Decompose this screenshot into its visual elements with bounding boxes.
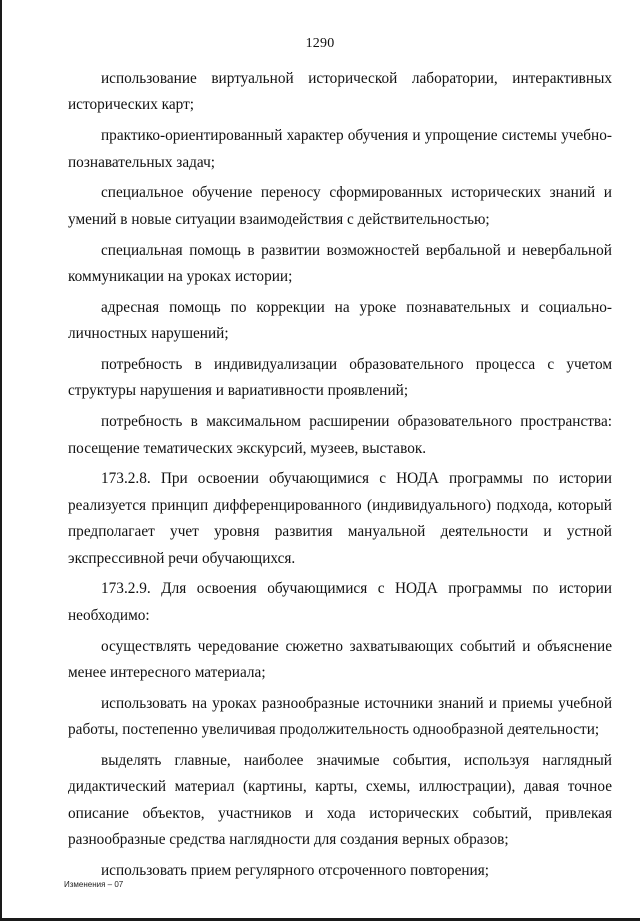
paragraph-4: специальная помощь в развитии возможностей вербальной и невербальной коммуникации на уроках истории; [68, 241, 612, 286]
paragraph-1: использование виртуальной исторической лаборатории, интерактивных исторических карт; [68, 70, 612, 114]
footer-revision-note: Изменения – 07 [64, 880, 124, 889]
page-number: 1290 [305, 36, 335, 51]
paragraph-7: потребность в максимальном расширении образовательного пространства: посещение тематических экскурсий, музеев, выставок. [68, 413, 612, 457]
paragraph-2: практико-ориентированный характер обучения и упрощение системы учебно-познавательных задач; [68, 127, 612, 171]
paragraph-8: 173.2.8. При освоении обучающимися с НОДА программы по истории реализуется принцип дифференцированного (индивидуального) подхода, который предполагает учет уровня развития мануальной деятельности и устной экспрессивной речи обучающихся. [68, 470, 612, 567]
page-edge-left [0, 0, 2, 921]
paragraph-6: потребность в индивидуализации образовательного процесса с учетом структуры нарушения и вариативности проявлений; [68, 356, 612, 400]
paragraph-3: специальное обучение переносу сформированных исторических знаний и умений в новые ситуации взаимодействия с действительностью; [68, 184, 612, 228]
paragraph-10: осуществлять чередование сюжетно захватывающих событий и объяснение менее интересного материала; [68, 637, 612, 682]
paragraph-5: адресная помощь по коррекции на уроке познавательных и социально-личностных нарушений; [68, 298, 612, 343]
paragraph-12: выделять главные, наиболее значимые события, используя наглядный дидактический материал (картины, карты, схемы, иллюстрации), давая точное описание объектов, участников и хода исторических событий, привлекая разнообразные средства наглядности для создания верных образов; [68, 752, 612, 849]
paragraph-11: использовать на уроках разнообразные источники знаний и приемы учебной работы, постепенно увеличивая продолжительность однообразной деятельности; [68, 694, 612, 739]
paragraph-13: использовать прием регулярного отсроченного повторения; [101, 862, 490, 880]
paragraph-9: 173.2.9. Для освоения обучающимися с НОДА программы по истории необходимо: [68, 580, 612, 624]
document-body [68, 66, 612, 889]
